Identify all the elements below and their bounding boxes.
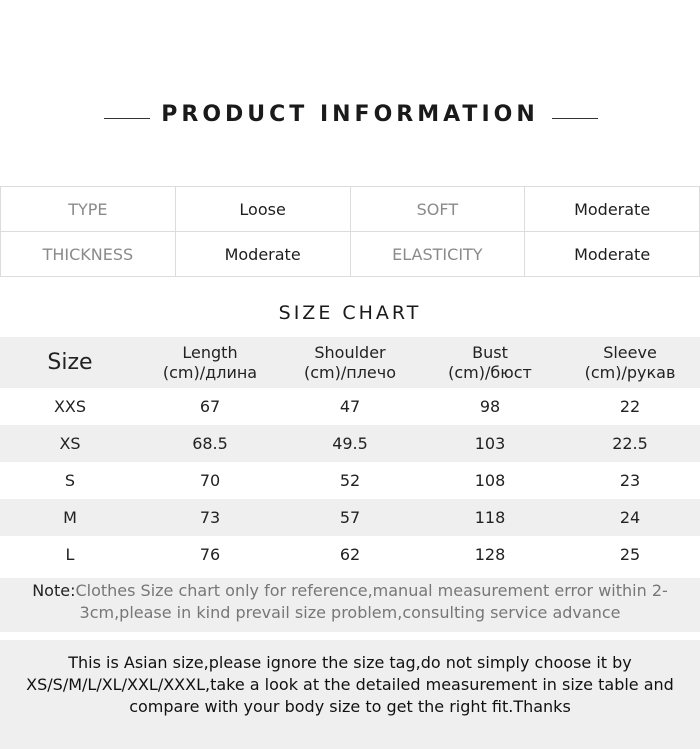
column-header-length [140, 337, 280, 388]
table-cell: XXS [53, 397, 87, 416]
table-cell: 57 [280, 499, 420, 536]
info-label-thickness: THICKNESS [1, 232, 176, 277]
note-prefix: Note: [32, 581, 76, 600]
info-row [1, 187, 700, 232]
info-label-elasticity: ELASTICITY [350, 232, 525, 277]
header-right-line [552, 118, 598, 119]
table-cell: 70 [199, 471, 221, 490]
column-header-label: Bust [472, 342, 508, 362]
info-value-soft: Moderate [525, 187, 700, 232]
table-cell: 67 [199, 397, 221, 416]
column-header-bust [420, 337, 560, 388]
table-row [0, 388, 700, 425]
note-text: Clothes Size chart only for reference,manual measurement error within 2-3cm,please in kind prevail size problem,consulting service advance [75, 581, 668, 622]
table-cell: XS [0, 425, 140, 462]
size-chart-header-row [0, 337, 700, 388]
table-cell: 108 [474, 471, 506, 490]
table-cell: 98 [479, 397, 501, 416]
asian-size-notice: This is Asian size,please ignore the size tag,do not simply choose it by XS/S/M/L/XL/XXL/XXXL,take a look at the detailed measurement in size table and compare with your body size to get the right fit.Thanks [0, 640, 700, 749]
table-cell: 103 [420, 425, 560, 462]
table-cell: 23 [619, 471, 641, 490]
info-label-type: TYPE [1, 187, 176, 232]
table-cell: 128 [474, 545, 506, 564]
column-header-unit: (cm)/бюст [448, 362, 532, 382]
table-cell: M [0, 499, 140, 536]
size-chart-table [0, 337, 700, 573]
table-cell: 52 [339, 471, 361, 490]
table-cell: S [64, 471, 76, 490]
info-value-type: Loose [175, 187, 350, 232]
column-header-label: Shoulder [314, 342, 386, 362]
column-header-unit: (cm)/плечо [303, 362, 397, 382]
table-cell: 68.5 [140, 425, 280, 462]
product-information-title: PRODUCT INFORMATION [161, 102, 539, 127]
product-info-table [0, 186, 700, 277]
table-row [0, 499, 700, 536]
info-label-soft: SOFT [350, 187, 525, 232]
column-header-size [0, 337, 140, 388]
table-row [0, 462, 700, 499]
column-header-shoulder [280, 337, 420, 388]
column-header-sleeve [560, 337, 700, 388]
table-row [0, 425, 700, 462]
size-chart-title: SIZE CHART [278, 302, 422, 324]
size-note [0, 578, 700, 632]
table-cell: 118 [420, 499, 560, 536]
column-header-label: Length [182, 342, 238, 362]
table-cell: 22.5 [560, 425, 700, 462]
table-cell: 24 [560, 499, 700, 536]
table-cell: 22 [619, 397, 641, 416]
column-header-unit: (cm)/длина [162, 362, 258, 382]
table-cell: 73 [140, 499, 280, 536]
column-header-label: Sleeve [603, 342, 657, 362]
column-header-unit: (cm)/рукав [584, 362, 676, 382]
table-cell: 25 [619, 545, 641, 564]
table-cell: 47 [339, 397, 361, 416]
table-cell: L [65, 545, 75, 564]
column-header-label: Size [47, 349, 93, 375]
table-cell: 76 [199, 545, 221, 564]
table-row [0, 536, 700, 573]
table-cell: 62 [339, 545, 361, 564]
product-information-header [0, 102, 700, 134]
info-row [1, 232, 700, 277]
table-cell: 49.5 [280, 425, 420, 462]
info-value-thickness: Moderate [175, 232, 350, 277]
info-value-elasticity: Moderate [525, 232, 700, 277]
